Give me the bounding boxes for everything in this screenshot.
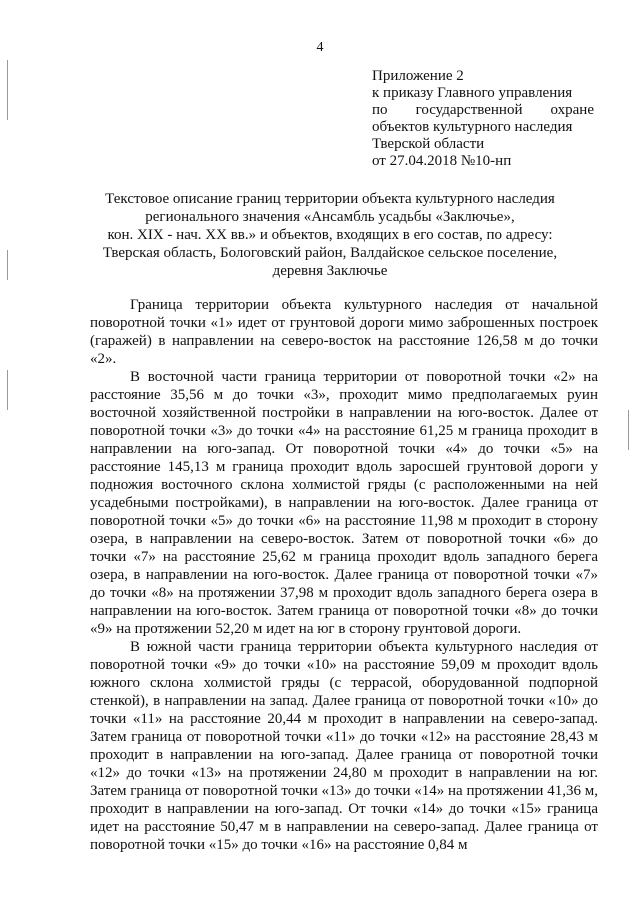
scan-edge-mark [7,370,8,410]
body-paragraph: В южной части граница территории объекта культурного наследия от поворотной точки «9» до точки «10» на расстояние 59,09 м проходит вдоль южного склона холмистой гряды (с террасой, оборудованной подпорной стенкой), в направлении на запад. Далее граница от поворотной точки «10» до точки «11» на расстояние 20,44 м проходит в направлении на северо-запад. Затем граница от поворотной точки «11» до точки «12» на расстояние 28,43 м проходит в направлении на юго-запад. Далее граница от поворотной точки «12» до точки «13» на протяжении 24,80 м проходит в направлении на юг. Затем граница от поворотной точки «13» до точки «14» на протяжении 41,36 м, проходит в направлении на юго-запад. От точки «14» до точки «15» граница идет на расстояние 50,47 м в направлении на северо-запад. Далее граница от поворотной точки «15» до точки «16» на расстояние 0,84 м [90,639,598,853]
title-line: Тверская область, Бологовский район, Валдайское сельское поселение, [102,245,558,261]
scan-edge-mark [7,60,8,120]
scan-edge-mark [7,250,8,280]
document-title [90,190,570,280]
body-paragraph: В восточной части граница территории от поворотной точки «2» на расстояние 35,56 м до точки «3», проходит мимо предполагаемых руин восточной хозяйственной постройки в направлении на юго-восток. Далее от поворотной точки «3» до точки «4» на расстояние 61,25 м граница проходит в направлении на юго-запад. От поворотной точки «4» до точки «5» на расстояние 145,13 м граница проходит вдоль заросшей грунтовой дороги у подножия восточного склона холмистой гряды (с расположенными на ней усадебными постройками), в направлении на юго-восток. Далее граница от поворотной точки «5» до точки «6» на расстояние 11,98 м проходит в сторону озера, в направлении на северо-восток. Затем от поворотной точки «6» до точки «7» на расстояние 25,62 м граница проходит вдоль западного берега озера, в направлении на юго-восток. Далее граница от поворотной точки «7» до точки «8» на протяжении 37,98 м проходит вдоль западного берега озера в направлении на юго-восток. Затем граница от поворотной точки «8» до точки «9» на протяжении 52,20 м идет на юг в сторону грунтовой дороги. [90,369,598,637]
title-line: деревня Заключье [272,263,388,279]
appendix-line: к приказу Главного управления [372,85,573,101]
title-line: регионального значения «Ансамбль усадьбы «Заключье», [145,209,515,225]
page-number: 4 [316,40,324,55]
body-paragraph: Граница территории объекта культурного наследия от начальной поворотной точки «1» идет от грунтовой дороги мимо заброшенных построек (гаражей) в направлении на северо-восток на расстояние 126,58 м до точки «2». [90,297,598,367]
appendix-line: от 27.04.2018 №10-нп [372,153,512,169]
document-body [90,296,598,854]
appendix-line: объектов культурного наследия [372,119,573,135]
title-line: Текстовое описание границ территории объекта культурного наследия [105,191,555,207]
scan-edge-mark [628,410,629,450]
appendix-line: по государственной охране [372,102,594,118]
appendix-line: Тверской области [372,136,485,152]
title-line: кон. XIX - нач. XX вв.» и объектов, входящих в его состав, по адресу: [107,227,553,243]
appendix-block [372,68,594,170]
appendix-line: Приложение 2 [372,68,464,84]
